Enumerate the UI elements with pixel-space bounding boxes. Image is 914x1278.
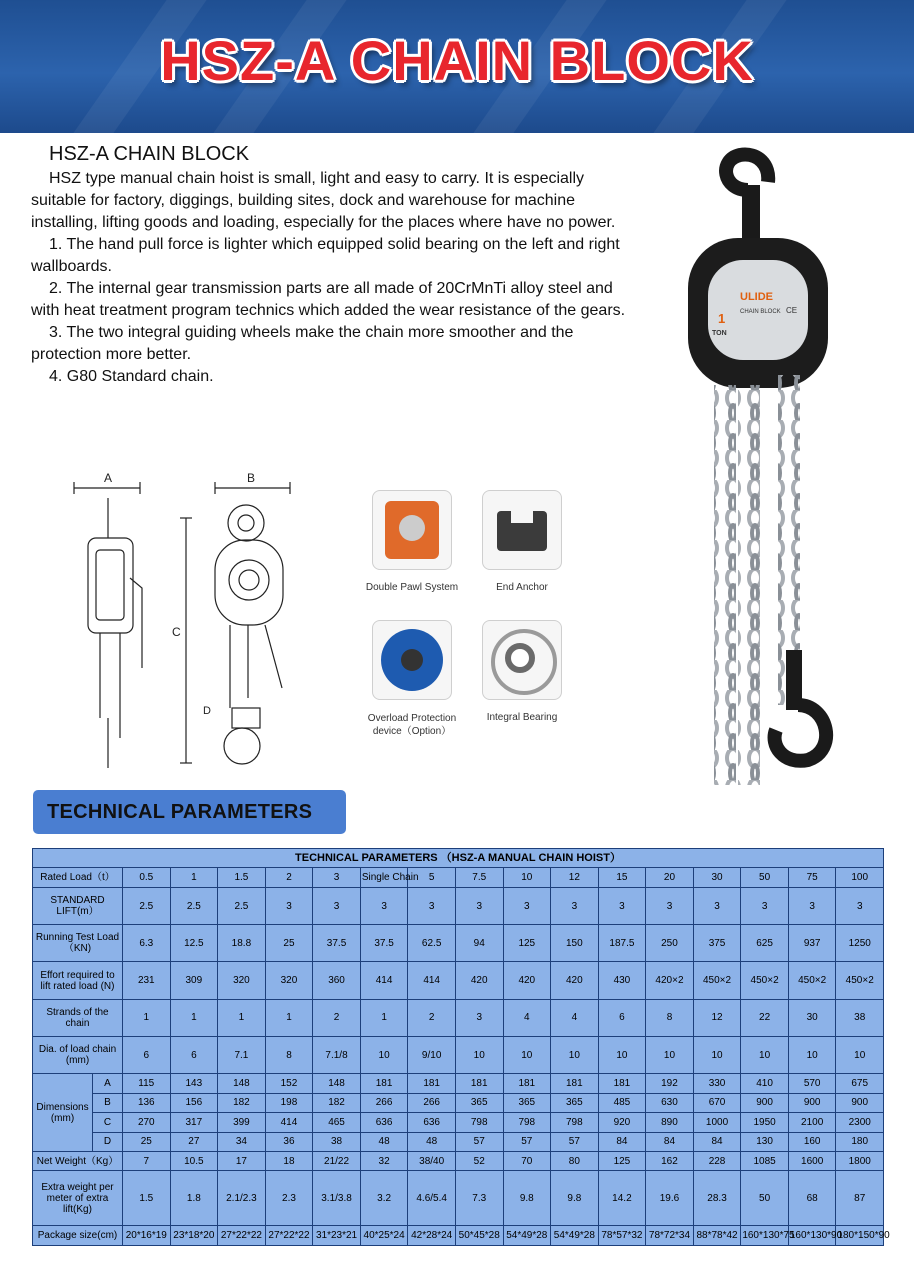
table-cell: 78*57*32 xyxy=(598,1226,646,1246)
table-cell: 68 xyxy=(788,1171,836,1226)
model-text: CHAIN BLOCK xyxy=(740,309,781,315)
table-cell: 1.5 xyxy=(123,1171,171,1226)
table-cell: 48 xyxy=(408,1132,456,1151)
table-cell: 1800 xyxy=(836,1151,884,1170)
table-cell: 450×2 xyxy=(741,962,789,999)
table-cell: 7.3 xyxy=(455,1171,503,1226)
table-cell: 34 xyxy=(218,1132,266,1151)
feature-integral-bearing: Integral Bearing xyxy=(470,620,574,723)
table-cell: 25 xyxy=(265,925,313,962)
table-row xyxy=(33,1036,884,1073)
table-cell: 25 xyxy=(123,1132,171,1151)
row-label: Effort required to lift rated load (N) xyxy=(33,962,123,999)
table-cell: 42*28*24 xyxy=(408,1226,456,1246)
table-cell: 2.5 xyxy=(170,887,218,924)
table-cell: 3 xyxy=(455,887,503,924)
table-cell: 70 xyxy=(503,1151,551,1170)
table-cell: 125 xyxy=(503,925,551,962)
feature-end-anchor: End Anchor xyxy=(470,490,574,593)
table-cell: 150 xyxy=(551,925,599,962)
table-cell: 3.2 xyxy=(360,1171,408,1226)
intro-heading: HSZ-A CHAIN BLOCK xyxy=(49,143,250,165)
table-cell: 136 xyxy=(123,1093,171,1112)
feature-line-4: 4. G80 Standard chain. xyxy=(49,368,214,385)
table-cell: 3 xyxy=(313,868,361,887)
table-cell: 414 xyxy=(265,1113,313,1132)
table-row xyxy=(33,962,884,999)
table-cell: 6 xyxy=(170,1036,218,1073)
table-cell: 32 xyxy=(360,1151,408,1170)
table-row xyxy=(33,1132,884,1151)
table-cell: 0.5 xyxy=(123,868,171,887)
table-cell: 636 xyxy=(408,1113,456,1132)
table-row xyxy=(33,868,884,887)
table-cell: 4 xyxy=(551,999,599,1036)
brand-text: ULIDE xyxy=(740,291,773,303)
table-cell: 10 xyxy=(836,1036,884,1073)
row-label: Net Weight（Kg） xyxy=(33,1151,123,1170)
table-cell: 7.1/8 xyxy=(313,1036,361,1073)
table-title-row xyxy=(33,849,884,868)
table-cell: 12 xyxy=(551,868,599,887)
table-row xyxy=(33,887,884,924)
table-cell: 320 xyxy=(218,962,266,999)
table-row xyxy=(33,925,884,962)
table-cell: 465 xyxy=(313,1113,361,1132)
table-cell: 8 xyxy=(265,1036,313,1073)
feature-line-2: 2. The internal gear transmission parts are all made of 20CrMnTi alloy steel and with heat treatment program technics which added the wear resistance of the gears. xyxy=(31,280,626,319)
table-row xyxy=(33,1074,884,1093)
row-label: Extra weight per meter of extra lift(Kg) xyxy=(33,1171,123,1226)
table-cell: 10 xyxy=(503,1036,551,1073)
table-cell: 27*22*22 xyxy=(265,1226,313,1246)
table-cell: 365 xyxy=(503,1093,551,1112)
table-cell: 3 xyxy=(741,887,789,924)
table-cell: 130 xyxy=(741,1132,789,1151)
table-cell: 62.5 xyxy=(408,925,456,962)
table-cell: 2.5 xyxy=(218,887,266,924)
table-cell: Single Chain xyxy=(360,868,408,887)
row-label: A xyxy=(93,1074,123,1093)
table-cell: 2.1/2.3 xyxy=(218,1171,266,1226)
banner-title: HSZ-A CHAIN BLOCK xyxy=(160,29,754,92)
table-cell: 3 xyxy=(788,887,836,924)
table-cell: 10.5 xyxy=(170,1151,218,1170)
table-cell: 450×2 xyxy=(788,962,836,999)
table-cell: 2 xyxy=(408,999,456,1036)
table-cell: 365 xyxy=(455,1093,503,1112)
table-cell: 100 xyxy=(836,868,884,887)
table-cell: 4 xyxy=(503,999,551,1036)
table-cell: 180*150*90 xyxy=(836,1226,884,1246)
table-cell: 12 xyxy=(693,999,741,1036)
table-cell: 22 xyxy=(741,999,789,1036)
table-cell: 6.3 xyxy=(123,925,171,962)
table-cell: 28.3 xyxy=(693,1171,741,1226)
intro-text xyxy=(31,143,631,388)
table-cell: 30 xyxy=(693,868,741,887)
table-cell: 399 xyxy=(218,1113,266,1132)
row-label: STANDARD LIFT(m） xyxy=(33,887,123,924)
table-cell: 228 xyxy=(693,1151,741,1170)
table-cell: 20 xyxy=(646,868,694,887)
table-cell: 9/10 xyxy=(408,1036,456,1073)
table-cell: 10 xyxy=(646,1036,694,1073)
table-cell: 80 xyxy=(551,1151,599,1170)
table-cell: 798 xyxy=(455,1113,503,1132)
table-cell: 1950 xyxy=(741,1113,789,1132)
table-cell: 162 xyxy=(646,1151,694,1170)
table-cell: 38 xyxy=(836,999,884,1036)
table-cell: 798 xyxy=(551,1113,599,1132)
table-cell: 266 xyxy=(360,1093,408,1112)
table-cell: 420 xyxy=(503,962,551,999)
table-cell: 10 xyxy=(551,1036,599,1073)
table-cell: 1 xyxy=(170,868,218,887)
table-cell: 182 xyxy=(218,1093,266,1112)
table-cell: 84 xyxy=(693,1132,741,1151)
table-cell: 1250 xyxy=(836,925,884,962)
table-cell: 54*49*28 xyxy=(551,1226,599,1246)
table-cell: 675 xyxy=(836,1074,884,1093)
table-cell: 181 xyxy=(503,1074,551,1093)
table-cell: 84 xyxy=(646,1132,694,1151)
table-cell: 14.2 xyxy=(598,1171,646,1226)
table-cell: 19.6 xyxy=(646,1171,694,1226)
table-cell: 3.1/3.8 xyxy=(313,1171,361,1226)
table-cell: 15 xyxy=(598,868,646,887)
table-cell: 900 xyxy=(836,1093,884,1112)
table-cell: 27 xyxy=(170,1132,218,1151)
table-cell: 187.5 xyxy=(598,925,646,962)
table-cell: 125 xyxy=(598,1151,646,1170)
table-cell: 3 xyxy=(836,887,884,924)
table-cell: 6 xyxy=(123,1036,171,1073)
feature-double-pawl: Double Pawl System xyxy=(360,490,464,593)
table-cell: 192 xyxy=(646,1074,694,1093)
table-cell: 2300 xyxy=(836,1113,884,1132)
table-cell: 630 xyxy=(646,1093,694,1112)
table-cell: 1 xyxy=(360,999,408,1036)
table-cell: 10 xyxy=(693,1036,741,1073)
table-cell: 87 xyxy=(836,1171,884,1226)
row-label: Package size(cm) xyxy=(33,1226,123,1246)
overload-protection-icon xyxy=(372,620,452,700)
table-cell: 181 xyxy=(408,1074,456,1093)
table-cell: 160*130*75 xyxy=(741,1226,789,1246)
row-label: Running Test Load（KN) xyxy=(33,925,123,962)
table-cell: 920 xyxy=(598,1113,646,1132)
table-cell: 7.5 xyxy=(455,868,503,887)
table-cell: 52 xyxy=(455,1151,503,1170)
table-cell: 38 xyxy=(313,1132,361,1151)
table-cell: 17 xyxy=(218,1151,266,1170)
table-cell: 3 xyxy=(598,887,646,924)
table-cell: 2.5 xyxy=(123,887,171,924)
table-row xyxy=(33,1171,884,1226)
table-cell: 18 xyxy=(265,1151,313,1170)
table-cell: 23*18*20 xyxy=(170,1226,218,1246)
row-label: Rated Load（t） xyxy=(33,868,123,887)
table-cell: 9.8 xyxy=(551,1171,599,1226)
table-cell: 75 xyxy=(788,868,836,887)
table-cell: 148 xyxy=(313,1074,361,1093)
table-cell: 420 xyxy=(551,962,599,999)
table-cell: 94 xyxy=(455,925,503,962)
table-cell: 10 xyxy=(788,1036,836,1073)
table-cell: 414 xyxy=(360,962,408,999)
table-cell: 798 xyxy=(503,1113,551,1132)
table-cell: 8 xyxy=(646,999,694,1036)
table-cell: 430 xyxy=(598,962,646,999)
table-cell: 54*49*28 xyxy=(503,1226,551,1246)
table-cell: 1.5 xyxy=(218,868,266,887)
table-cell: 181 xyxy=(455,1074,503,1093)
table-cell: 5 xyxy=(408,868,456,887)
table-cell: 330 xyxy=(693,1074,741,1093)
table-cell: 2 xyxy=(265,868,313,887)
table-cell: 10 xyxy=(741,1036,789,1073)
table-cell: 180 xyxy=(836,1132,884,1151)
table-cell: 181 xyxy=(551,1074,599,1093)
table-cell: 900 xyxy=(741,1093,789,1112)
dimension-d-label: D xyxy=(203,705,211,717)
table-cell: 156 xyxy=(170,1093,218,1112)
table-cell: 148 xyxy=(218,1074,266,1093)
table-cell: 9.8 xyxy=(503,1171,551,1226)
table-cell: 890 xyxy=(646,1113,694,1132)
tonnage-text: 1 xyxy=(718,311,726,326)
technical-parameters-table xyxy=(32,848,890,1246)
table-cell: 20*16*19 xyxy=(123,1226,171,1246)
table-cell: 1 xyxy=(218,999,266,1036)
dimension-c-label: C xyxy=(172,625,181,639)
table-cell: 1600 xyxy=(788,1151,836,1170)
table-cell: 160*130*90 xyxy=(788,1226,836,1246)
table-cell: 18.8 xyxy=(218,925,266,962)
table-cell: 50 xyxy=(741,1171,789,1226)
table-cell: 231 xyxy=(123,962,171,999)
table-cell: 625 xyxy=(741,925,789,962)
intro-paragraph: HSZ type manual chain hoist is small, light and easy to carry. It is especially suitable for factory, diggings, building sites, dock and warehouse for machine installing, lifting goods and loading, especially for the places where have no power. xyxy=(31,170,616,231)
table-cell: 375 xyxy=(693,925,741,962)
end-anchor-icon xyxy=(482,490,562,570)
table-cell: 1 xyxy=(170,999,218,1036)
dimension-a-label: A xyxy=(104,471,113,485)
table-cell: 31*23*21 xyxy=(313,1226,361,1246)
table-cell: 2100 xyxy=(788,1113,836,1132)
table-cell: 309 xyxy=(170,962,218,999)
chain-hoist-photo xyxy=(678,150,848,790)
table-cell: 10 xyxy=(455,1036,503,1073)
table-cell: 937 xyxy=(788,925,836,962)
table-cell: 570 xyxy=(788,1074,836,1093)
table-cell: 414 xyxy=(408,962,456,999)
table-cell: 3 xyxy=(646,887,694,924)
table-cell: 37.5 xyxy=(360,925,408,962)
table-cell: 181 xyxy=(360,1074,408,1093)
row-label: D xyxy=(93,1132,123,1151)
row-label: C xyxy=(93,1113,123,1132)
table-cell: 1 xyxy=(123,999,171,1036)
table-cell: 250 xyxy=(646,925,694,962)
table-cell: 3 xyxy=(551,887,599,924)
table-cell: 57 xyxy=(551,1132,599,1151)
table-cell: 115 xyxy=(123,1074,171,1093)
table-cell: 198 xyxy=(265,1093,313,1112)
table-cell: 10 xyxy=(360,1036,408,1073)
table-cell: 6 xyxy=(598,999,646,1036)
table-cell: 38/40 xyxy=(408,1151,456,1170)
table-cell: 50*45*28 xyxy=(455,1226,503,1246)
table-cell: 3 xyxy=(313,887,361,924)
table-cell: 88*78*42 xyxy=(693,1226,741,1246)
table-cell: 2.3 xyxy=(265,1171,313,1226)
table-cell: 270 xyxy=(123,1113,171,1132)
dimension-diagram xyxy=(60,468,300,778)
integral-bearing-icon xyxy=(482,620,562,700)
row-label: Strands of the chain xyxy=(33,999,123,1036)
table-cell: 40*25*24 xyxy=(360,1226,408,1246)
row-label: B xyxy=(93,1093,123,1112)
table-cell: 152 xyxy=(265,1074,313,1093)
table-cell: 27*22*22 xyxy=(218,1226,266,1246)
table-cell: 450×2 xyxy=(693,962,741,999)
table-cell: 143 xyxy=(170,1074,218,1093)
feature-line-1: 1. The hand pull force is lighter which equipped solid bearing on the left and right wallboards. xyxy=(31,236,620,275)
table-cell: 57 xyxy=(455,1132,503,1151)
table-cell: 30 xyxy=(788,999,836,1036)
table-cell: 48 xyxy=(360,1132,408,1151)
table-cell: 3 xyxy=(693,887,741,924)
table-cell: 182 xyxy=(313,1093,361,1112)
table-cell: 485 xyxy=(598,1093,646,1112)
table-cell: 3 xyxy=(408,887,456,924)
table-cell: 7 xyxy=(123,1151,171,1170)
table-row xyxy=(33,1226,884,1246)
dimensions-header: Dimensions (mm) xyxy=(33,1074,93,1152)
double-pawl-icon xyxy=(372,490,452,570)
table-cell: 3 xyxy=(360,887,408,924)
banner xyxy=(0,0,914,133)
table-cell: 3 xyxy=(455,999,503,1036)
table-cell: 1 xyxy=(265,999,313,1036)
table-cell: 37.5 xyxy=(313,925,361,962)
table-cell: 57 xyxy=(503,1132,551,1151)
row-label: Dia. of load chain (mm) xyxy=(33,1036,123,1073)
table-cell: 636 xyxy=(360,1113,408,1132)
dimension-b-label: B xyxy=(247,471,256,485)
table-cell: 7.1 xyxy=(218,1036,266,1073)
table-cell: 181 xyxy=(598,1074,646,1093)
table-cell: 420 xyxy=(455,962,503,999)
table-cell: 3 xyxy=(503,887,551,924)
table-cell: 410 xyxy=(741,1074,789,1093)
table-cell: 360 xyxy=(313,962,361,999)
table-cell: 420×2 xyxy=(646,962,694,999)
table-row xyxy=(33,999,884,1036)
table-cell: 21/22 xyxy=(313,1151,361,1170)
table-cell: 84 xyxy=(598,1132,646,1151)
table-cell: 160 xyxy=(788,1132,836,1151)
table-row xyxy=(33,1113,884,1132)
table-title: TECHNICAL PARAMETERS （HSZ-A MANUAL CHAIN HOIST） xyxy=(33,849,884,868)
feature-overload-protection: Overload Protection device（Option） xyxy=(360,620,464,738)
table-row xyxy=(33,1151,884,1170)
ton-text: TON xyxy=(712,330,727,337)
table-cell: 3 xyxy=(265,887,313,924)
table-cell: 4.6/5.4 xyxy=(408,1171,456,1226)
table-cell: 670 xyxy=(693,1093,741,1112)
table-cell: 900 xyxy=(788,1093,836,1112)
ce-mark: CE xyxy=(786,306,798,315)
table-cell: 1085 xyxy=(741,1151,789,1170)
table-row xyxy=(33,1093,884,1112)
table-cell: 10 xyxy=(503,868,551,887)
feature-line-3: 3. The two integral guiding wheels make the chain more smoother and the protection more better. xyxy=(31,324,574,363)
table-cell: 317 xyxy=(170,1113,218,1132)
table-cell: 36 xyxy=(265,1132,313,1151)
table-cell: 450×2 xyxy=(836,962,884,999)
table-cell: 78*72*34 xyxy=(646,1226,694,1246)
table-cell: 266 xyxy=(408,1093,456,1112)
technical-parameters-button[interactable]: TECHNICAL PARAMETERS xyxy=(33,790,346,834)
table-cell: 1000 xyxy=(693,1113,741,1132)
table-cell: 365 xyxy=(551,1093,599,1112)
table-cell: 12.5 xyxy=(170,925,218,962)
table-cell: 320 xyxy=(265,962,313,999)
table-cell: 50 xyxy=(741,868,789,887)
table-cell: 1.8 xyxy=(170,1171,218,1226)
table-cell: 10 xyxy=(598,1036,646,1073)
table-cell: 2 xyxy=(313,999,361,1036)
